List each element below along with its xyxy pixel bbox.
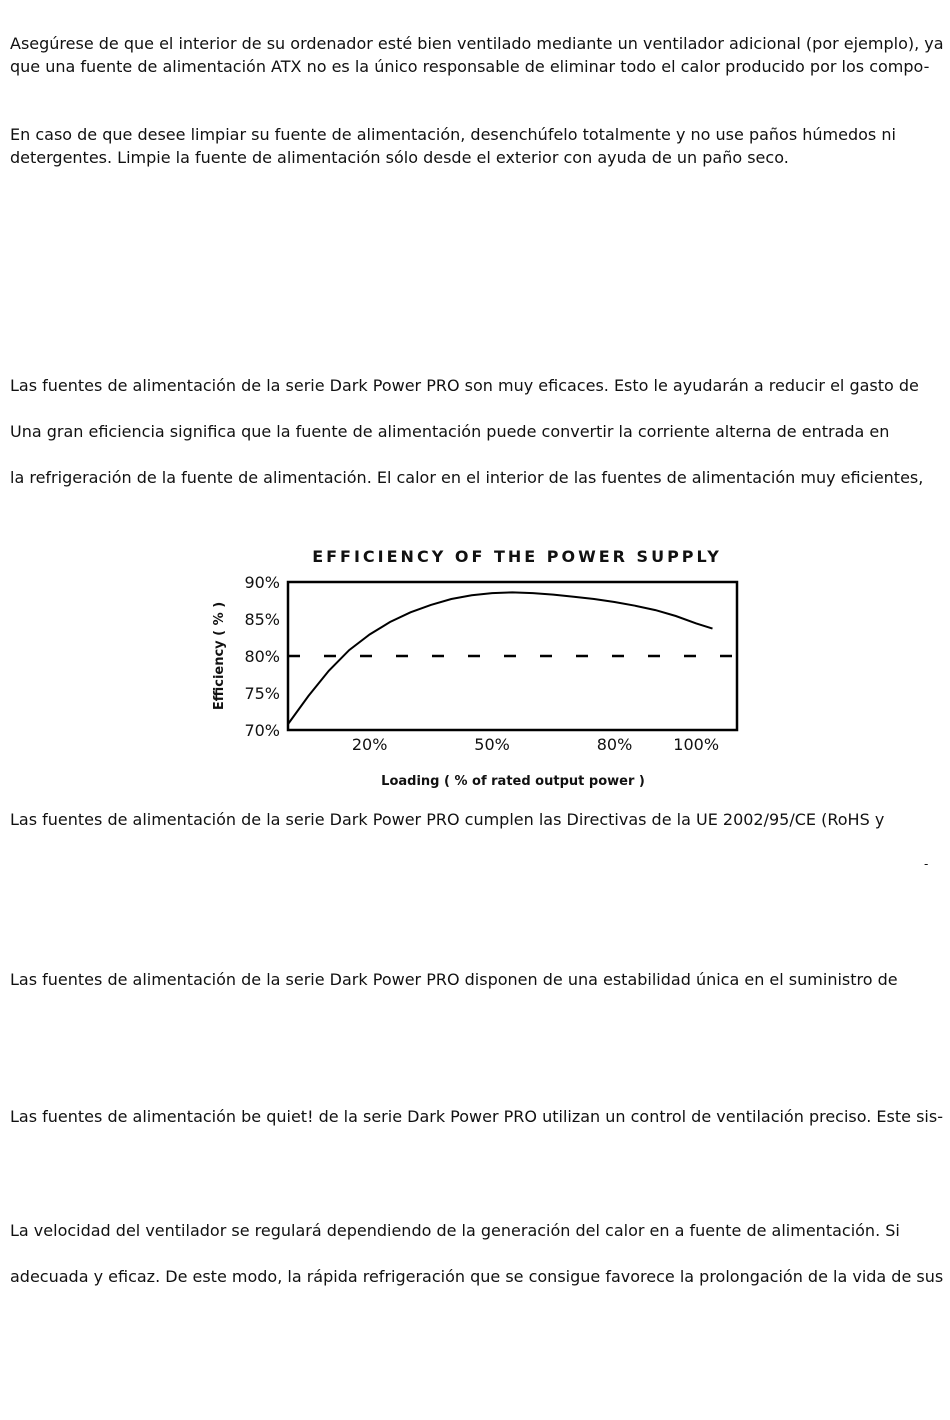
y-tick-label: 85% bbox=[244, 610, 280, 629]
chart-title: EFFICIENCY OF THE POWER SUPPLY bbox=[312, 547, 722, 566]
y-axis-ticks bbox=[244, 573, 280, 740]
y-tick-label: 80% bbox=[244, 647, 280, 666]
paragraph-ventilation-line-2: que una fuente de alimentación ATX no es la único responsable de eliminar todo el calor producido por los compo- bbox=[10, 57, 930, 76]
y-tick-label: 75% bbox=[244, 684, 280, 703]
efficiency-chart bbox=[200, 538, 760, 798]
paragraph-efficiency-meaning: Una gran eficiencia significa que la fuente de alimentación puede convertir la corriente alterna de entrada en bbox=[10, 422, 890, 441]
x-tick-label: 20% bbox=[351, 735, 388, 754]
paragraph-ventilation-line-1: Asegúrese de que el interior de su ordenador esté bien ventilado mediante un ventilador adicional (por ejemplo), ya bbox=[10, 34, 944, 53]
paragraph-fan-control: Las fuentes de alimentación be quiet! de la serie Dark Power PRO utilizan un control de ventilación preciso. Este sis- bbox=[10, 1107, 943, 1126]
efficiency-curve bbox=[288, 592, 713, 724]
paragraph-rohs: Las fuentes de alimentación de la serie Dark Power PRO cumplen las Directivas de la UE 2002/95/CE (RoHS y bbox=[10, 810, 885, 829]
x-tick-label: 80% bbox=[596, 735, 633, 754]
y-tick-label: 90% bbox=[244, 573, 280, 592]
paragraph-efficiency-cooling: la refrigeración de la fuente de alimentación. El calor en el interior de las fuentes de alimentación muy eficientes, bbox=[10, 468, 924, 487]
paragraph-stability: Las fuentes de alimentación de la serie Dark Power PRO disponen de una estabilidad única en el suministro de bbox=[10, 970, 898, 989]
x-tick-label: 100% bbox=[673, 735, 720, 754]
x-tick-label: 50% bbox=[474, 735, 510, 754]
y-axis-title: Efficiency ( % ) bbox=[212, 601, 227, 711]
paragraph-fan-speed-line-2: adecuada y eficaz. De este modo, la rápida refrigeración que se consigue favorece la prolongación de la vida de sus bbox=[10, 1267, 944, 1286]
paragraph-cleaning-line-1: En caso de que desee limpiar su fuente de alimentación, desenchúfelo totalmente y no use paños húmedos ni bbox=[10, 125, 896, 144]
paragraph-efficiency-intro: Las fuentes de alimentación de la serie Dark Power PRO son muy eficaces. Esto le ayudarán a reducir el gasto de bbox=[10, 376, 919, 395]
y-tick-label: 70% bbox=[244, 721, 280, 740]
paragraph-fan-speed-line-1: La velocidad del ventilador se regulará dependiendo de la generación del calor en a fuente de alimentación. Si bbox=[10, 1221, 900, 1240]
x-axis-ticks bbox=[352, 735, 719, 754]
stray-hyphen: - bbox=[924, 857, 929, 871]
paragraph-cleaning-line-2: detergentes. Limpie la fuente de alimentación sólo desde el exterior con ayuda de un paño seco. bbox=[10, 148, 789, 167]
x-axis-title: Loading ( % of rated output power ) bbox=[381, 774, 645, 789]
